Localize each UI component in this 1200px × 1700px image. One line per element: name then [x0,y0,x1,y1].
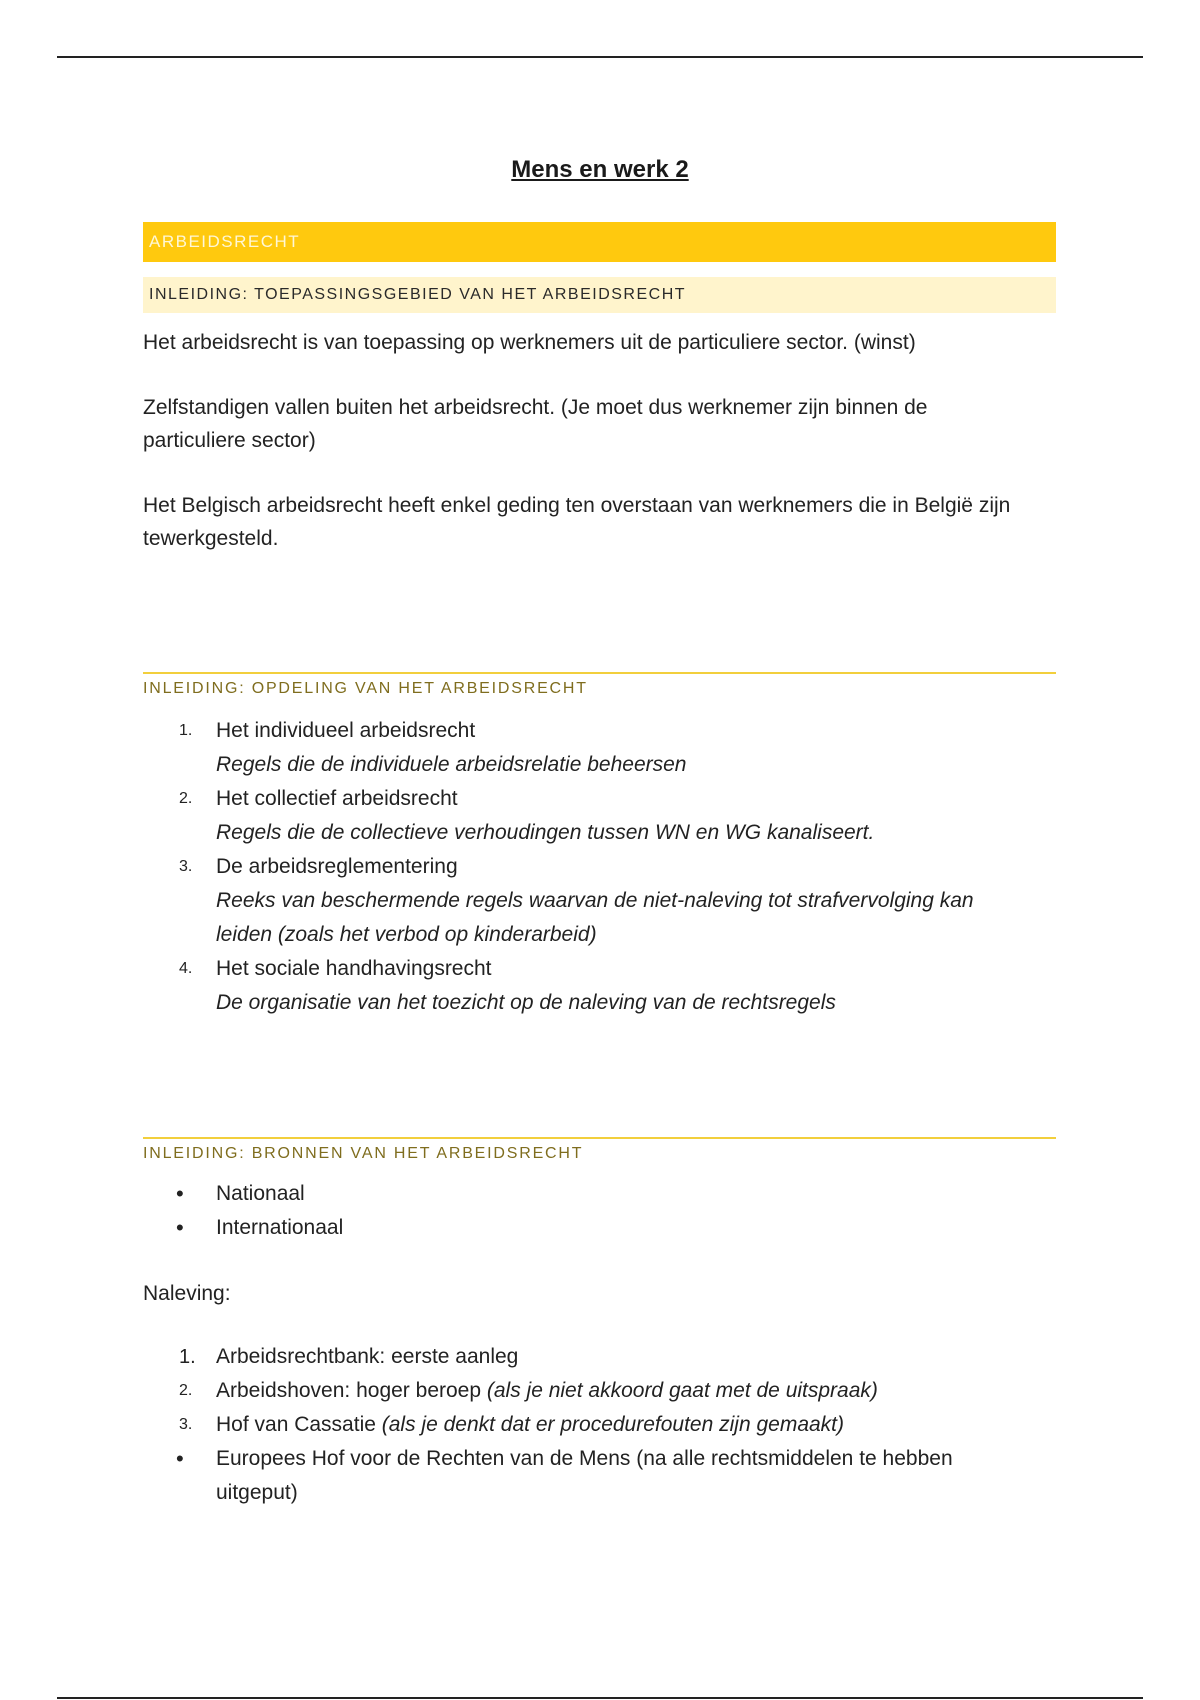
list-item-description: Regels die de individuele arbeidsrelatie beheersen [216,753,687,776]
chapter-banner: ARBEIDSRECHT [143,222,1056,262]
section1-paragraph-1 [143,326,1056,359]
list-item-title: Het sociale handhavingsrecht [216,957,492,980]
page-top-rule [57,56,1143,58]
list-item-title: De arbeidsreglementering [216,855,458,878]
section3-heading: INLEIDING: BRONNEN VAN HET ARBEIDSRECHT [143,1145,584,1162]
list-item-description: leiden (zoals het verbod op kinderarbeid) [216,923,597,946]
list-item [143,952,1056,986]
section3-bullets [143,1177,1056,1245]
list-number: 4. [179,960,193,977]
list-number: 3. [179,1416,193,1433]
section1-paragraph-3 [143,489,1056,555]
bullet-text: Internationaal [216,1216,344,1239]
section3-divider [143,1137,1056,1139]
list-item-description: De organisatie van het toezicht op de naleving van de rechtsregels [216,991,836,1014]
paragraph-text: Het Belgisch arbeidsrecht heeft enkel geding ten overstaan van werknemers die in België zijn [143,494,1011,517]
naleving-label: Naleving: [143,1282,231,1305]
list-item-description: Regels die de collectieve verhoudingen tussen WN en WG kanaliseert. [216,821,875,844]
list-item [143,714,1056,748]
courts-list [143,1340,1056,1510]
bullet-icon: • [176,1181,184,1206]
list-item [143,1211,1056,1245]
court-text: Arbeidshoven: hoger beroep [216,1379,487,1402]
list-item [143,1408,1056,1442]
court-text: Hof van Cassatie [216,1413,382,1436]
section2-heading: INLEIDING: OPDELING VAN HET ARBEIDSRECHT [143,680,588,697]
list-item [143,850,1056,884]
section2-list [143,714,1056,1020]
list-number: 2. [179,1382,193,1399]
section1-paragraph-2 [143,391,1056,457]
list-number: 1. [179,722,193,739]
paragraph-text: particuliere sector) [143,429,316,452]
bullet-icon: • [176,1446,184,1471]
court-note: (als je niet akkoord gaat met de uitspraak) [486,1379,878,1402]
list-item [143,1442,1056,1510]
court-text: Europees Hof voor de Rechten van de Mens (na alle rechtsmiddelen te hebben [216,1447,953,1470]
paragraph-text: Zelfstandigen vallen buiten het arbeidsrecht. (Je moet dus werknemer zijn binnen de [143,396,928,419]
list-item [143,1177,1056,1211]
list-item [143,1340,1056,1374]
court-text: Arbeidsrechtbank: eerste aanleg [216,1345,519,1368]
list-number: 3. [179,858,193,875]
list-item-description: Reeks van beschermende regels waarvan de niet-naleving tot strafvervolging kan [216,889,974,912]
section1-heading: INLEIDING: TOEPASSINGSGEBIED VAN HET ARBEIDSRECHT [143,277,1056,313]
bullet-text: Nationaal [216,1182,305,1205]
list-item [143,1374,1056,1408]
list-number: 1. [179,1346,196,1368]
paragraph-text: Het arbeidsrecht is van toepassing op werknemers uit de particuliere sector. (winst) [143,331,916,354]
bullet-icon: • [176,1215,184,1240]
section2-divider [143,672,1056,674]
page-title: Mens en werk 2 [511,156,689,183]
court-note: (als je denkt dat er procedurefouten zijn gemaakt) [381,1413,845,1436]
court-text: uitgeput) [216,1481,298,1504]
list-item-title: Het collectief arbeidsrecht [216,787,458,810]
list-item-title: Het individueel arbeidsrecht [216,719,476,742]
list-item [143,782,1056,816]
paragraph-text: tewerkgesteld. [143,527,279,550]
page-bottom-rule [57,1697,1143,1699]
list-number: 2. [179,790,193,807]
